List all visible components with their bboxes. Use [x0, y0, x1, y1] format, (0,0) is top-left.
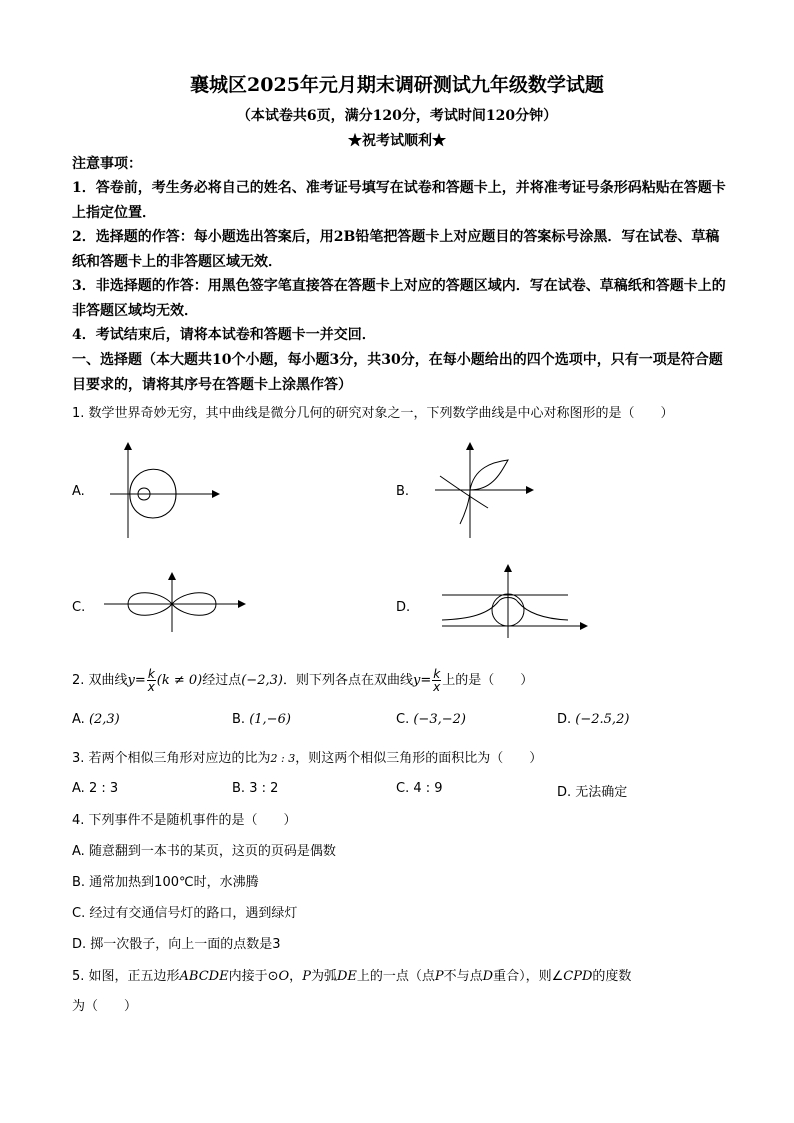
q2-option-a: A. (2,3): [72, 712, 120, 727]
q2-fraction-k-over-x: $\frac{k}{x}$: [147, 667, 155, 694]
exam-wish: ★祝考试顺利★: [348, 133, 446, 149]
q5-stem-line2: 为（ ）: [72, 999, 138, 1014]
folium-loop: [470, 460, 508, 490]
q2-option-d: D. (−2.5,2): [557, 712, 630, 727]
q1-option-c-label: C.: [72, 600, 86, 615]
q4-stem: 4. 下列事件不是随机事件的是（ ）: [72, 813, 297, 828]
note-item-4: 4．考试结束后，请将本试卷和答题卡一并交回．: [72, 327, 376, 343]
q1-option-b-label: B.: [396, 484, 410, 499]
q1-option-a-label: A.: [72, 484, 85, 499]
q4-option-c: C. 经过有交通信号灯的路口，遇到绿灯: [72, 906, 298, 921]
q1-figure-a: [100, 438, 225, 543]
q2-option-b: B. (1,−6): [232, 712, 291, 727]
notes-heading: 注意事项：: [72, 156, 142, 172]
q1-figure-d: [440, 564, 590, 639]
q2-option-c: C. (−3,−2): [396, 712, 466, 727]
section-1-heading: 一、选择题（本大题共10个小题，每小题3分，共30分，在每小题给出的四个选项中，只有一项是符合题目要求的，请将其序号在答题卡上涂黑作答）: [72, 352, 723, 393]
q3-option-b: B. 3 : 2: [232, 781, 279, 796]
folium-branch-left: [440, 476, 488, 508]
q1-option-d-label: D.: [396, 600, 411, 615]
q1-stem: 1. 数学世界奇妙无穷，其中曲线是微分几何的研究对象之一，下列数学曲线是中心对称图形的是（ ）: [72, 406, 674, 421]
note-item-3: 3．非选择题的作答：用黑色签字笔直接答在答题卡上对应的答题区域内．写在试卷、草稿纸和答题卡上的非答题区域均无效．: [72, 278, 726, 319]
q1-figure-c: [100, 570, 250, 635]
q4-option-a: A. 随意翻到一本书的某页，这页的页码是偶数: [72, 844, 336, 859]
q3-option-c: C. 4 : 9: [396, 781, 443, 796]
q4-option-b: B. 通常加热到100℃时，水沸腾: [72, 875, 259, 890]
q2-stem: 2. 双曲线y= $\frac{k}{x}$ (k ≠ 0)经过点(−2,3)．则下列各点在双曲线y= $\frac{k}{x}$ 上的是（ ）: [72, 667, 534, 694]
q3-option-d: D. 无法确定: [557, 785, 628, 800]
exam-subtitle: （本试卷共6页，满分120分，考试时间120分钟）: [236, 108, 558, 124]
q4-option-d: D. 掷一次骰子，向上一面的点数是3: [72, 937, 281, 952]
note-item-2: 2．选择题的作答：每小题选出答案后，用2B铅笔把答题卡上对应题目的答案标号涂黑．写在试卷、草稿纸和答题卡上的非答题区域无效．: [72, 229, 720, 270]
q3-option-a: A. 2 : 3: [72, 781, 119, 796]
q3-stem: 3. 若两个相似三角形对应边的比为2 : 3，则这两个相似三角形的面积比为（ ）: [72, 751, 543, 766]
q5-stem: 5. 如图，正五边形ABCDE内接于⊙O，P为弧DE上的一点（点P不与点D重合），则∠CPD的度数: [72, 969, 632, 984]
witch-of-agnesi-curve: [442, 598, 568, 621]
q2-fraction-k-over-x-2: $\frac{k}{x}$: [433, 667, 441, 694]
q1-figure-b: [430, 438, 540, 543]
note-item-1: 1．答卷前，考生务必将自己的姓名、准考证号填写在试卷和答题卡上，并将准考证号条形码粘贴在答题卡上指定位置．: [72, 180, 726, 221]
exam-title: 襄城区2025年元月期末调研测试九年级数学试题: [190, 74, 604, 96]
